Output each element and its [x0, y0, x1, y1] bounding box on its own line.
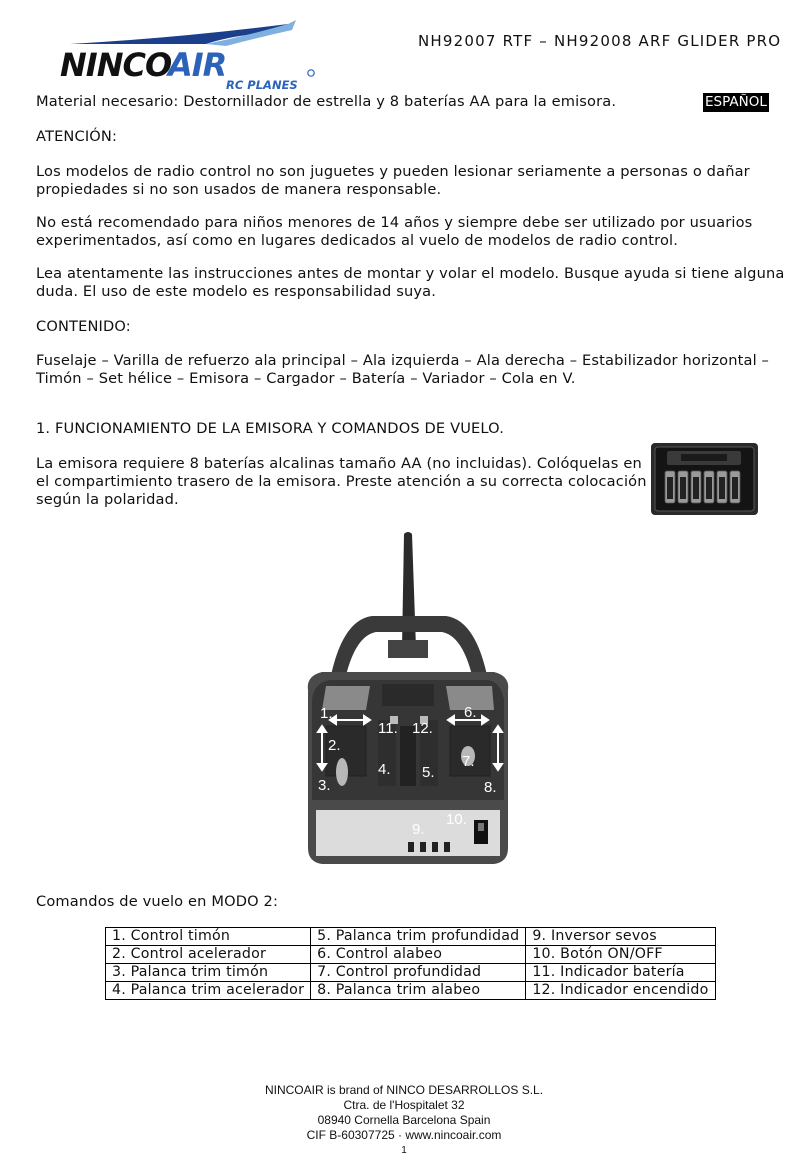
table-cell: 7. Control profundidad: [311, 964, 526, 982]
table-cell: 3. Palanca trim timón: [106, 964, 311, 982]
warning-1-line-1: Los modelos de radio control no son juguetes y pueden lesionar seriamente a personas o dañar: [36, 163, 750, 180]
table-row: [106, 946, 716, 964]
section-1-body: [36, 455, 647, 509]
footer-brand: NINCOAIR is brand of NINCO DESARROLLOS S.L.: [264, 1083, 544, 1097]
transmitter-label-2: 2.: [328, 737, 341, 754]
nincoair-logo: [56, 18, 318, 92]
table-cell: 5. Palanca trim profundidad: [311, 928, 526, 946]
warning-1-line-2: propiedades si no son usados de manera responsable.: [36, 181, 442, 198]
mode-2-caption: Comandos de vuelo en MODO 2:: [36, 893, 279, 910]
svg-text:RC PLANES: RC PLANES: [226, 78, 298, 92]
contents-line-2: Timón – Set hélice – Emisora – Cargador – Batería – Variador – Cola en V.: [36, 370, 576, 387]
table-cell: 8. Palanca trim alabeo: [311, 982, 526, 1000]
transmitter-label-9: 9.: [412, 821, 425, 838]
table-row: [106, 928, 716, 946]
transmitter-label-10: 10.: [446, 811, 467, 828]
warning-2-line-1: No está recomendado para niños menores de 14 años y siempre debe ser utilizado por usuarios: [36, 214, 753, 231]
footer-address: Ctra. de l'Hospitalet 32: [343, 1098, 465, 1112]
warning-3-line-1: Lea atentamente las instrucciones antes de montar y volar el modelo. Busque ayuda si tiene alguna: [36, 265, 785, 282]
section-1-line-2: el compartimiento trasero de la emisora. Preste atención a su correcta colocación: [36, 473, 647, 490]
transmitter-label-5: 5.: [422, 764, 435, 781]
section-1-line-3: según la polaridad.: [36, 491, 179, 508]
table-cell: 4. Palanca trim acelerador: [106, 982, 311, 1000]
material-needed: Material necesario: Destornillador de estrella y 8 baterías AA para la emisora.: [36, 93, 617, 110]
table-cell: 11. Indicador batería: [526, 964, 715, 982]
attention-heading: ATENCIÓN:: [36, 128, 118, 145]
flight-commands-table: [105, 927, 716, 1000]
footer-city: 08940 Cornella Barcelona Spain: [317, 1113, 491, 1127]
table-cell: 12. Indicador encendido: [526, 982, 715, 1000]
svg-text:NINCO: NINCO: [60, 46, 172, 84]
language-badge: ESPAÑOL: [705, 94, 767, 110]
table-cell: 6. Control alabeo: [311, 946, 526, 964]
table-cell: 10. Botón ON/OFF: [526, 946, 715, 964]
table-cell: 2. Control acelerador: [106, 946, 311, 964]
transmitter-label-4: 4.: [378, 761, 391, 778]
document-title: NH92007 RTF – NH92008 ARF GLIDER PRO: [418, 32, 782, 50]
svg-text:AIR: AIR: [168, 46, 227, 84]
footer-cif-website: CIF B-60307725 · www.nincoair.com: [306, 1128, 502, 1142]
transmitter-label-6: 6.: [464, 704, 477, 721]
section-1-heading: 1. FUNCIONAMIENTO DE LA EMISORA Y COMANDOS DE VUELO.: [36, 420, 505, 437]
warning-paragraph-3: [36, 265, 785, 301]
transmitter-label-8: 8.: [484, 779, 497, 796]
table-row: [106, 982, 716, 1000]
contents-line-1: Fuselaje – Varilla de refuerzo ala principal – Ala izquierda – Ala derecha – Estabilizador horizontal –: [36, 352, 770, 369]
transmitter-label-3: 3.: [318, 777, 331, 794]
page-number: 1: [401, 1145, 407, 1156]
transmitter-label-12: 12.: [412, 720, 433, 737]
table-cell: 1. Control timón: [106, 928, 311, 946]
contents-heading: CONTENIDO:: [36, 318, 131, 335]
warning-2-line-2: experimentados, así como en lugares dedicados al vuelo de modelos de radio control.: [36, 232, 679, 249]
section-1-line-1: La emisora requiere 8 baterías alcalinas tamaño AA (no incluidas). Colóquelas en: [36, 455, 642, 472]
warning-paragraph-1: [36, 163, 750, 199]
warning-3-line-2: duda. El uso de este modelo es responsabilidad suya.: [36, 283, 437, 300]
transmitter-label-11: 11.: [378, 720, 398, 737]
contents-list: [36, 352, 769, 388]
battery-compartment-image: [651, 443, 758, 515]
table-row: [106, 964, 716, 982]
transmitter-label-7: 7.: [462, 753, 475, 770]
transmitter-label-1: 1.: [320, 705, 333, 722]
table-cell: 9. Inversor sevos: [526, 928, 715, 946]
transmitter-image: [302, 530, 514, 868]
warning-paragraph-2: [36, 214, 752, 250]
